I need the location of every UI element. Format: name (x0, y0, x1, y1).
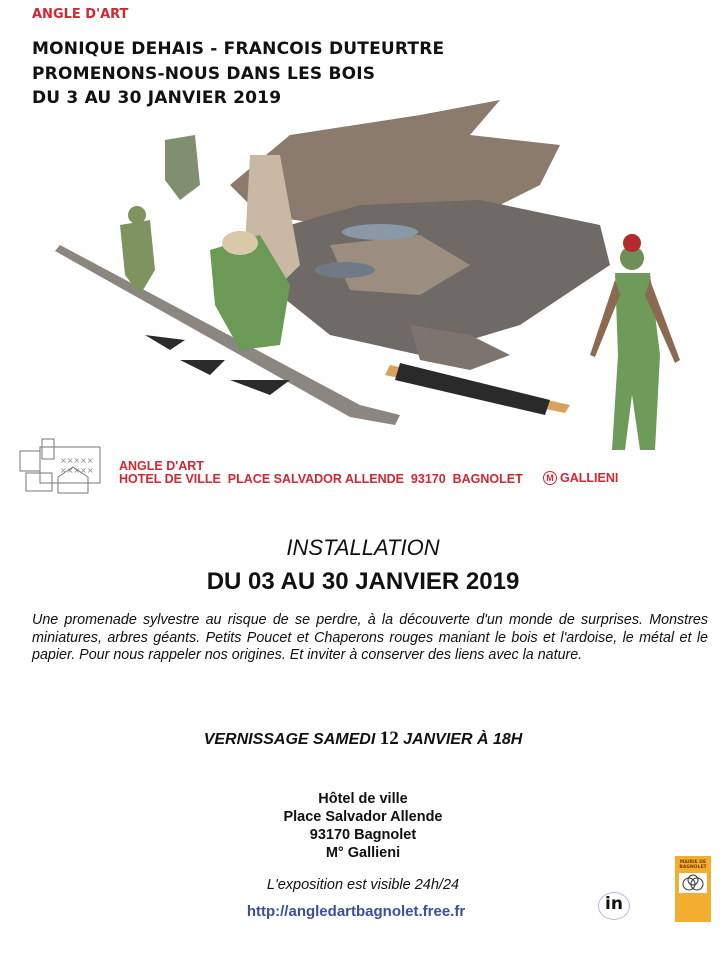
banner-address: HOTEL DE VILLE PLACE SALVADOR ALLENDE 93170 BAGNOLET (119, 472, 523, 486)
address-line: Hôtel de ville (318, 791, 408, 807)
installation-dates: DU 03 AU 30 JANVIER 2019 (206, 568, 520, 595)
address (0, 790, 726, 862)
vernissage-label: VERNISSAGE SAMEDI (203, 731, 380, 748)
description: Une promenade sylvestre au risque de se perdre, à la découverte d'un monde de surprises. Monstres miniatures, arbres géants. Petits Poucet et Chaperons rouges maniant le bois et l'ardoise, le métal et le papier. Pour nous rappeler nos origines. Et inviter à conserver des liens avec la nature. (32, 612, 708, 663)
driftwood-sculpture (55, 100, 680, 450)
visibility-note: L'exposition est visible 24h/24 (266, 877, 460, 893)
vernissage (0, 728, 726, 750)
metro-icon: M (543, 471, 557, 485)
mairie-emblem-icon (679, 873, 707, 893)
in-logo: in (598, 892, 630, 920)
website-link[interactable]: http://angledartbagnolet.free.fr (246, 903, 466, 920)
vernissage-time: JANVIER À 18H (398, 731, 523, 748)
artists: MONIQUE DEHAIS - FRANCOIS DUTEURTRE (32, 39, 445, 59)
banner-metro (543, 471, 618, 485)
mairie-bagnolet-logo (675, 856, 711, 922)
vernissage-day: 12 (379, 728, 399, 749)
svg-text:×××××: ××××× (60, 456, 94, 465)
address-line: 93170 Bagnolet (309, 827, 417, 843)
svg-text:×××××: ××××× (60, 466, 94, 475)
organization: ANGLE D'ART (32, 7, 129, 22)
metro-station: GALLIENI (560, 471, 619, 485)
header-dates: DU 3 AU 30 JANVIER 2019 (32, 88, 282, 108)
angle-dart-building-logo (18, 437, 106, 497)
address-line: Place Salvador Allende (283, 809, 443, 825)
artwork-photo (0, 95, 726, 465)
installation-label: INSTALLATION (286, 535, 440, 560)
address-line: M° Gallieni (325, 845, 401, 861)
banner-name: ANGLE D'ART (119, 459, 204, 473)
mairie-label: MAIRIE DE BAGNOLET (679, 860, 707, 870)
exhibition-title: PROMENONS-NOUS DANS LES BOIS (32, 64, 376, 84)
